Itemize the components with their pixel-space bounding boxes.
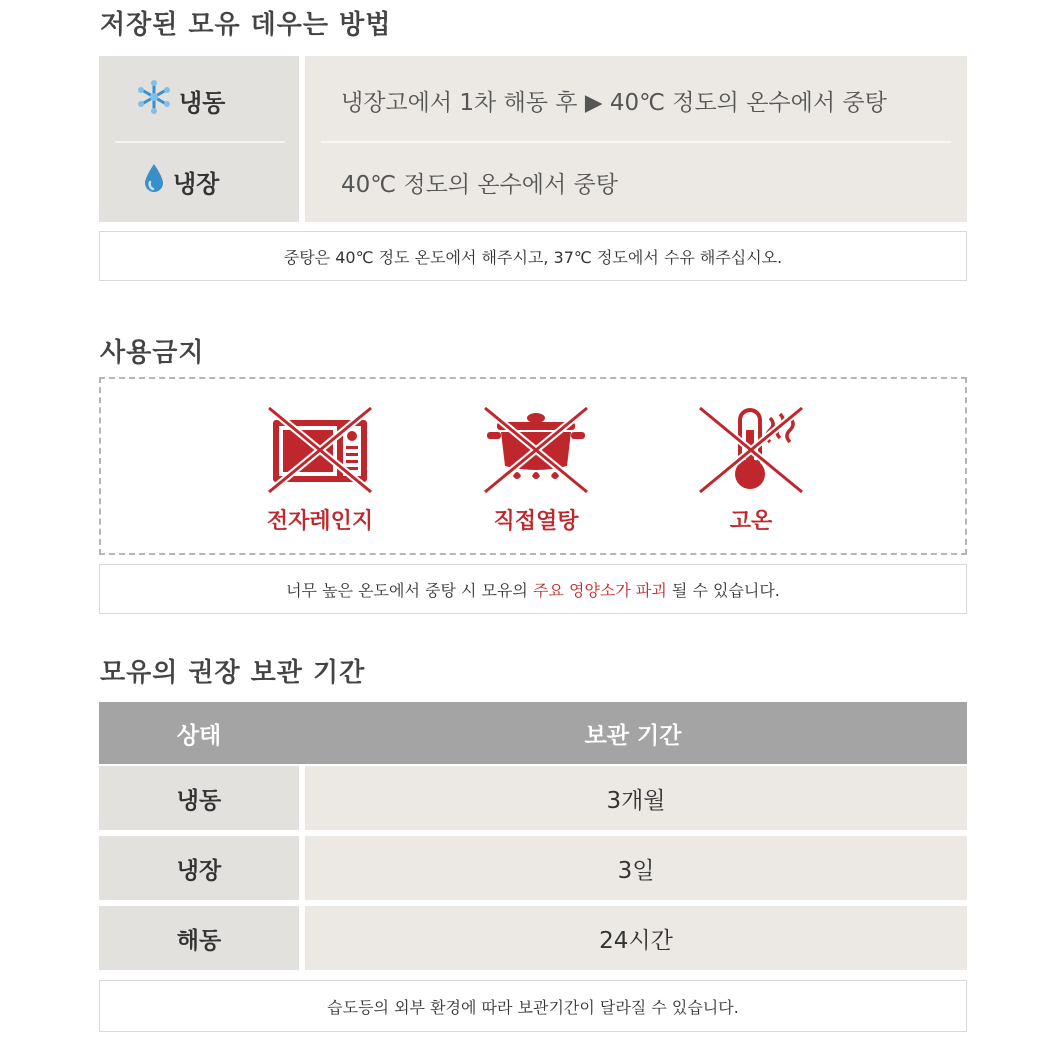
microwave-crossed-icon <box>250 404 390 496</box>
frozen-label: 냉동 <box>179 88 226 117</box>
microwave-label: 전자레인지 <box>266 509 374 534</box>
prohibited-note <box>99 564 967 614</box>
table-row-state: 냉동 <box>99 766 299 830</box>
thermometer-crossed-icon <box>681 404 821 496</box>
storage-note: 습도등의 외부 환경에 따라 보관기간이 달라질 수 있습니다. <box>99 980 967 1032</box>
prohibited-note-suffix: 될 수 있습니다. <box>666 580 780 600</box>
frozen-label-group <box>137 80 225 120</box>
table-header-state: 상태 <box>99 702 299 764</box>
warming-methods-box <box>99 56 967 222</box>
frozen-method-text: 냉장고에서 1차 해동 후 ▶ 40℃ 정도의 온수에서 중탕 <box>341 90 887 116</box>
warming-section-title: 저장된 모유 데우는 방법 <box>100 10 392 40</box>
table-row-period: 24시간 <box>305 906 967 970</box>
table-row-period: 3개월 <box>305 766 967 830</box>
table-row-state: 해동 <box>99 906 299 970</box>
refrigerated-method-text: 40℃ 정도의 온수에서 중탕 <box>341 172 618 198</box>
prohibited-section-title: 사용금지 <box>100 338 205 368</box>
refrigerated-label: 냉장 <box>173 169 220 198</box>
prohibited-note-highlight: 주요 영양소가 파괴 <box>532 580 667 600</box>
water-drop-icon <box>143 162 165 200</box>
direct-boiling-label: 직접열탕 <box>493 509 579 534</box>
table-header-period: 보관 기간 <box>299 702 967 764</box>
storage-section-title: 모유의 권장 보관 기간 <box>100 658 366 688</box>
pot-boiling-crossed-icon <box>466 404 606 496</box>
prohibited-item-direct-boiling <box>466 404 606 535</box>
table-row-period: 3일 <box>305 836 967 900</box>
refrigerated-label-group <box>143 162 219 200</box>
table-row-state: 냉장 <box>99 836 299 900</box>
prohibited-note-prefix: 너무 높은 온도에서 중탕 시 모유의 <box>286 580 533 600</box>
prohibited-item-microwave <box>250 404 390 535</box>
high-temperature-label: 고온 <box>729 509 773 534</box>
snowflake-icon <box>137 80 171 120</box>
prohibited-item-high-temperature <box>681 404 821 535</box>
warming-note: 중탕은 40℃ 정도 온도에서 해주시고, 37℃ 정도에서 수유 해주십시오. <box>99 231 967 281</box>
